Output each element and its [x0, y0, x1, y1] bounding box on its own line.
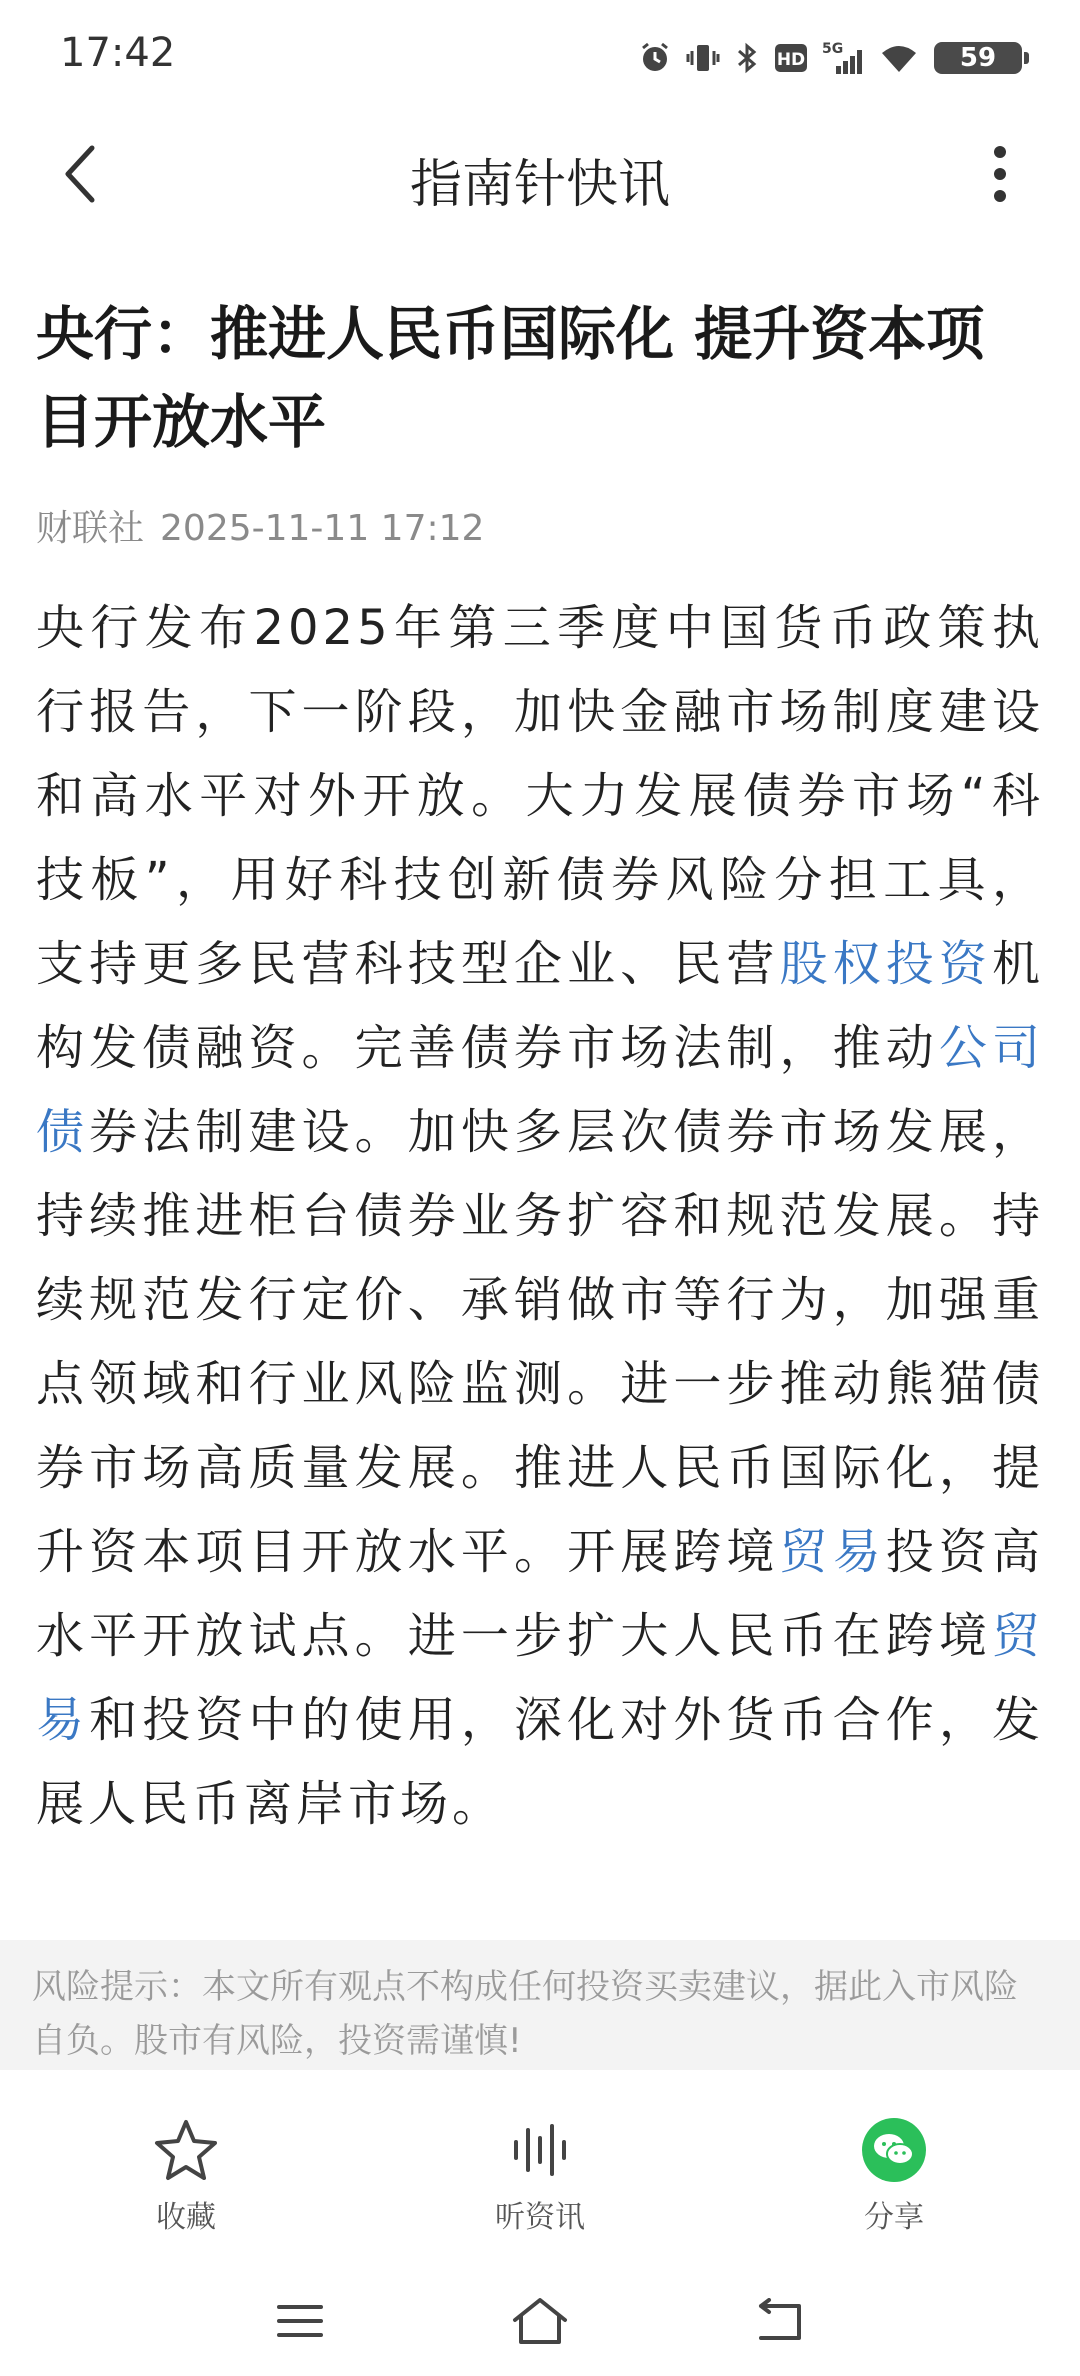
body-text: 券法制建设。加快多层次债券市场发展，持续推进柜台债券业务扩容和规范发展。持续规范发行定价、承销做市等行为，加强重点领域和行业风险监测。进一步推动熊猫债券市场高质量发展。推进人民币国际化，提升资本项目开放水平。开展跨境: [36, 1104, 1044, 1580]
wechat-icon: [862, 2118, 926, 2182]
vibrate-icon: [686, 41, 720, 75]
star-icon: [153, 2118, 219, 2182]
status-icons: [638, 38, 1022, 78]
audio-wave-icon: [510, 2122, 570, 2178]
article-headline: 央行：推进人民币国际化 提升资本项目开放水平: [36, 300, 985, 456]
favorite-label: 收藏: [156, 2200, 216, 2235]
page-title: 指南针快讯: [409, 155, 670, 215]
home-button[interactable]: [490, 2286, 590, 2356]
more-options-button[interactable]: [960, 132, 1040, 216]
more-vertical-icon: [992, 144, 1008, 204]
signal-5g-icon: [822, 40, 866, 76]
status-bar: [0, 0, 1080, 112]
battery-indicator: 59: [934, 42, 1022, 74]
stock-link-corporate-bond[interactable]: 公司债: [36, 1020, 1044, 1160]
svg-text:HD: HD: [776, 50, 806, 70]
system-nav-bar: [0, 2270, 1080, 2370]
recent-apps-button[interactable]: [250, 2286, 350, 2356]
article-meta: [36, 500, 484, 551]
body-text: 央行发布2025年第三季度中国货币政策执行报告，下一阶段，加快金融市场制度建设和高水平对外开放。大力发展债券市场“科技板”，用好科技创新债券风险分担工具，支持更多民营科技型企业、民营: [36, 600, 1044, 992]
body-text: 投资高水平开放试点。进一步扩大人民币在跨境: [36, 1524, 1044, 1664]
listen-news-label: 听资讯: [495, 2200, 585, 2235]
back-nav-icon: [753, 2298, 807, 2344]
hd-icon: [774, 43, 808, 73]
article-datetime: 2025-11-11 17:12: [160, 508, 485, 549]
share-label: 分享: [864, 2200, 924, 2235]
wifi-icon: [880, 42, 918, 74]
favorite-button[interactable]: [86, 2114, 286, 2236]
stock-link-trade[interactable]: 贸易: [779, 1524, 886, 1580]
stock-link-equity-investment[interactable]: 股权投资: [779, 936, 992, 992]
svg-text:5G: 5G: [822, 41, 844, 57]
body-text: 和投资中的使用，深化对外货币合作，发展人民币离岸市场。: [36, 1692, 1044, 1832]
bottom-action-bar: [0, 2100, 1080, 2250]
status-time: 17:42: [60, 30, 176, 76]
listen-news-button[interactable]: [440, 2114, 640, 2236]
app-bar: [0, 112, 1080, 236]
article-body: [36, 586, 1044, 1846]
alarm-icon: [638, 41, 672, 75]
bluetooth-icon: [734, 41, 760, 75]
home-icon: [511, 2296, 569, 2346]
risk-notice: [0, 1940, 1080, 2070]
stock-link-trade[interactable]: 贸易: [36, 1608, 1044, 1748]
share-button[interactable]: [794, 2114, 994, 2236]
back-nav-button[interactable]: [730, 2286, 830, 2356]
body-text: 机构发债融资。完善债券市场法制，推动: [36, 936, 1044, 1076]
menu-icon: [275, 2301, 325, 2341]
article-source: 财联社: [36, 508, 145, 549]
risk-notice-text: 风险提示：本文所有观点不构成任何投资买卖建议，据此入市风险自负。股市有风险，投资需谨慎!: [32, 1967, 1018, 2061]
